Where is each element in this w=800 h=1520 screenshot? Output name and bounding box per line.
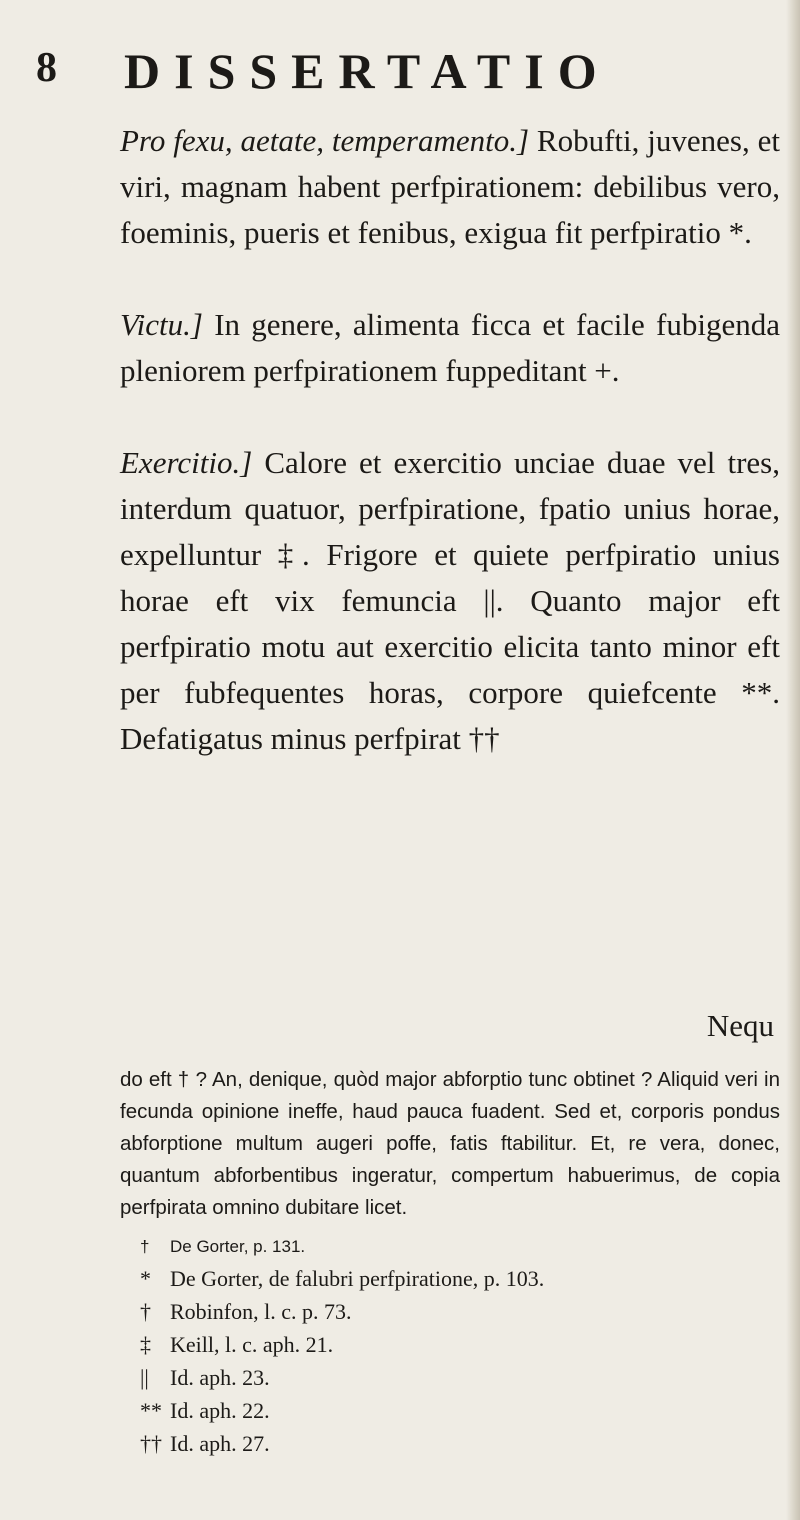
main-text [120,118,780,762]
page-number: 8 [36,45,57,91]
page-header [36,36,736,106]
footnote-mark: †† [140,1431,162,1456]
footnote-item [120,1295,780,1328]
footnote-mark: ** [140,1398,162,1423]
paragraph-sex-age [120,118,780,256]
footnote-text: Id. aph. 23. [170,1365,270,1390]
footnote-text: Id. aph. 22. [170,1398,270,1423]
footnote-continuation: do eft † ? An, denique, quòd major abforptio tunc obtinet ? Aliquid veri in fecunda opinione ineffe, haud pauca fuadent. Sed et, corporis pondus abforptione multum augeri poffe, fatis ftabilitur. Et, re vera, donec, quantum abforbentibus ingeratur, compertum habuerimus, de copia perfpirata omnino dubitare licet. [120,1068,780,1219]
paragraph-text: In genere, alimenta ficca et facile fubigenda pleniorem perfpirationem fuppeditant +. [120,307,780,388]
paragraph-lead: Exercitio.] [120,445,253,480]
footnote-mark: ‡ [140,1332,151,1357]
paragraph-diet [120,302,780,394]
paragraph-text: Robufti, juvenes, et viri, magnam habent perfpirationem: debilibus vero, foeminis, pueris et fenibus, exigua fit perfpiratio *. [120,123,780,250]
footnotes [120,1064,780,1460]
footnote-mark: † [140,1299,151,1324]
paragraph-lead: Victu.] [120,307,203,342]
footnote-item [120,1427,780,1460]
footnote-item [120,1361,780,1394]
catchword: Nequ [706,1008,774,1043]
paragraph-lead: Pro fexu, aetate, temperamento.] [120,123,530,158]
footnote-text: De Gorter, de falubri perfpiratione, p. 103. [170,1266,545,1291]
running-title: DISSERTATIO [124,43,611,99]
footnote-item [120,1328,780,1361]
footnote-list [120,1232,780,1460]
footnote-item [120,1232,780,1262]
footnote-item [120,1262,780,1295]
page-edge-shadow [786,0,800,1520]
footnote-text: Robinfon, l. c. p. 73. [170,1299,352,1324]
footnote-text: Keill, l. c. aph. 21. [170,1332,334,1357]
paragraph-text: Calore et exercitio unciae duae vel tres, interdum quatuor, perfpiratione, fpatio unius horae, expelluntur ‡. Frigore et quiete perfpiratio unius horae eft vix femuncia ||. Quanto major eft perfpiratio motu aut exercitio elicita tanto minor eft per fubfequentes horas, corpore quiefcente **. Defatigatus minus perfpirat †† [120,445,780,756]
footnote-mark: || [140,1365,149,1390]
footnote-text: Id. aph. 27. [170,1431,270,1456]
paragraph-exercise [120,440,780,762]
footnote-item [120,1394,780,1427]
footnote-text: De Gorter, p. 131. [170,1237,306,1256]
footnote-mark: * [140,1266,151,1291]
footnote-mark: † [140,1237,150,1256]
